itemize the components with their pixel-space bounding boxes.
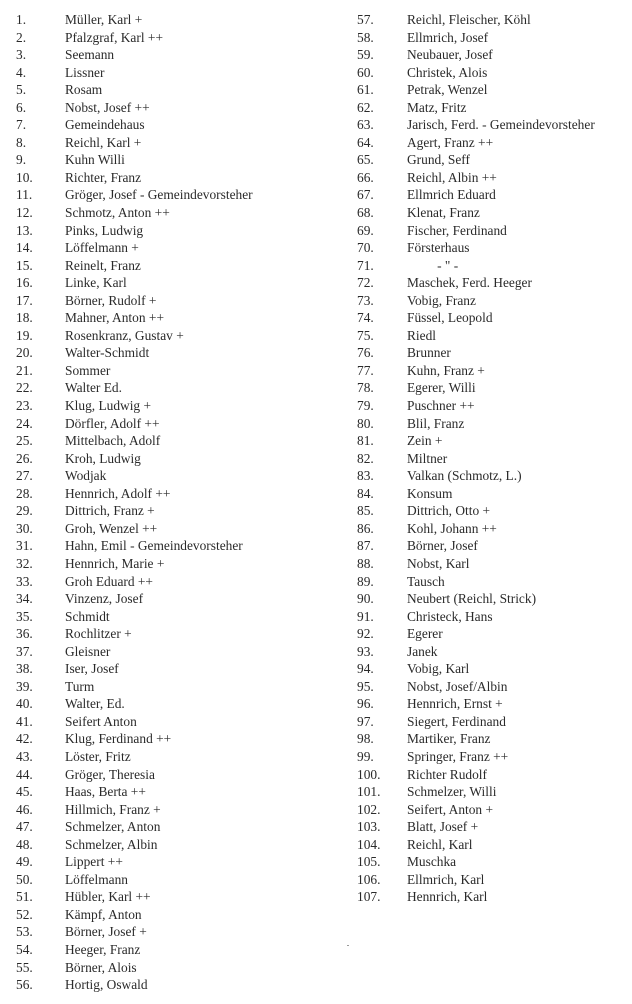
entry-number: 102. — [357, 801, 381, 817]
entry-number: 88. — [357, 555, 374, 571]
entry-name: Tausch — [407, 573, 445, 589]
entry-name: Schmotz, Anton ++ — [65, 205, 170, 221]
entry-name: Walter Ed. — [65, 380, 122, 396]
entry-name: Hennrich, Adolf ++ — [65, 485, 171, 501]
entry-name: Walter-Schmidt — [65, 345, 150, 361]
entry-name: Christek, Alois — [407, 64, 488, 80]
entry-number: 80. — [357, 415, 374, 431]
entry-number: 73. — [357, 292, 374, 308]
entry-name: Walter, Ed. — [65, 696, 125, 712]
entry-number: 100. — [357, 766, 381, 782]
entry-name: Seifert, Anton + — [407, 801, 494, 817]
entry-number: 104. — [357, 836, 381, 852]
entry-number: 18. — [16, 310, 33, 326]
entry-number: 25. — [16, 433, 33, 449]
entry-number: 24. — [16, 415, 33, 431]
entry-name: Reichl, Fleischer, Köhl — [407, 12, 531, 27]
entry-number: 84. — [357, 485, 374, 501]
entry-number: 29. — [16, 503, 33, 519]
entry-name: Groh Eduard ++ — [65, 573, 153, 589]
entry-name: Pfalzgraf, Karl ++ — [65, 29, 164, 45]
entry-number: 57. — [357, 12, 374, 27]
entry-name: Hillmich, Franz + — [65, 801, 161, 817]
entry-name: Neubauer, Josef — [407, 47, 493, 63]
entry-name: Nobst, Karl — [407, 555, 470, 571]
entry-number: 19. — [16, 327, 33, 343]
entry-name: Jarisch, Ferd. - Gemeindevorsteher — [407, 117, 595, 133]
entry-name: Lissner — [65, 64, 105, 80]
entry-name: Schmelzer, Anton — [65, 819, 161, 835]
entry-name: Maschek, Ferd. Heeger — [407, 275, 532, 291]
entry-number: 61. — [357, 82, 374, 98]
entry-number: 105. — [357, 854, 381, 870]
entry-name: Richter Rudolf — [407, 766, 487, 782]
entry-number: 51. — [16, 889, 33, 905]
entry-name: - " - — [407, 257, 459, 273]
entry-number: 82. — [357, 450, 374, 466]
entry-name: Schmidt — [65, 608, 110, 624]
entry-number: 3. — [16, 47, 27, 63]
entry-number: 16. — [16, 275, 33, 291]
entry-number: 27. — [16, 468, 33, 484]
entry-number: 5. — [16, 82, 27, 98]
entry-number: 77. — [357, 362, 374, 378]
entry-name: Gröger, Theresia — [65, 766, 155, 782]
entry-name: Dittrich, Otto + — [407, 503, 491, 519]
entry-name: Ellmrich, Karl — [407, 871, 485, 887]
entry-number: 95. — [357, 678, 374, 694]
entry-number: 9. — [16, 152, 27, 168]
entry-name: Hennrich, Karl — [407, 889, 488, 905]
entry-number: 99. — [357, 748, 374, 764]
entry-name: Nobst, Josef ++ — [65, 99, 150, 115]
entry-name: Haas, Berta ++ — [65, 784, 146, 800]
entry-name: Börner, Rudolf + — [65, 292, 157, 308]
entry-number: 58. — [357, 29, 374, 45]
entry-number: 55. — [16, 959, 33, 975]
entry-number: 36. — [16, 626, 33, 642]
entry-name: Löffelmann + — [65, 240, 139, 256]
entry-name: Kroh, Ludwig — [65, 450, 141, 466]
entry-number: 54. — [16, 941, 33, 957]
entry-name: Fischer, Ferdinand — [407, 222, 507, 238]
entry-name: Ellmrich Eduard — [407, 187, 496, 203]
entry-number: 28. — [16, 485, 33, 501]
entry-name: Valkan (Schmotz, L.) — [407, 468, 522, 484]
entry-name: Kuhn Willi — [65, 152, 125, 168]
entry-number: 38. — [16, 661, 33, 677]
entry-name: Wodjak — [65, 468, 107, 484]
entry-number: 67. — [357, 187, 374, 203]
entry-name: Mahner, Anton ++ — [65, 310, 164, 326]
entry-number: 103. — [357, 819, 381, 835]
entry-name: Kämpf, Anton — [65, 906, 142, 922]
entry-name: Reichl, Albin ++ — [407, 169, 497, 185]
entry-number: 8. — [16, 134, 27, 150]
entry-name: Matz, Fritz — [407, 99, 467, 115]
entry-number: 13. — [16, 222, 33, 238]
entry-number: 78. — [357, 380, 374, 396]
entry-number: 14. — [16, 240, 33, 256]
entry-name: Ellmrich, Josef — [407, 29, 489, 45]
entry-name: Brunner — [407, 345, 451, 361]
entry-name: Zein + — [407, 433, 443, 449]
entry-number: 101. — [357, 784, 381, 800]
entry-name: Gemeindehaus — [65, 117, 145, 133]
entry-name: Blatt, Josef + — [407, 819, 479, 835]
entry-name: Klenat, Franz — [407, 205, 480, 221]
entry-name: Löffelmann — [65, 871, 128, 887]
entry-name: Grund, Seff — [407, 152, 470, 168]
entry-name: Füssel, Leopold — [407, 310, 493, 326]
entry-number: 107. — [357, 889, 381, 905]
entry-name: Puschner ++ — [407, 398, 475, 414]
entry-name: Dittrich, Franz + — [65, 503, 155, 519]
entry-number: 64. — [357, 134, 374, 150]
entry-name: Riedl — [407, 327, 437, 343]
entry-number: 49. — [16, 854, 33, 870]
entry-name: Sommer — [65, 362, 111, 378]
entry-name: Martiker, Franz — [407, 731, 491, 747]
entry-number: 94. — [357, 661, 374, 677]
entry-name: Vinzenz, Josef — [65, 591, 144, 607]
entry-number: 7. — [16, 117, 27, 133]
entry-number: 92. — [357, 626, 374, 642]
entry-number: 74. — [357, 310, 374, 326]
entry-name: Rochlitzer + — [65, 626, 132, 642]
entry-name: Rosenkranz, Gustav + — [65, 327, 184, 343]
entry-number: 34. — [16, 591, 33, 607]
entry-number: 63. — [357, 117, 374, 133]
entry-number: 10. — [16, 169, 33, 185]
entry-number: 23. — [16, 398, 33, 414]
entry-number: 98. — [357, 731, 374, 747]
entry-name: Linke, Karl — [65, 275, 127, 291]
entry-number: 56. — [16, 977, 33, 993]
entry-number: 45. — [16, 784, 33, 800]
entry-number: 32. — [16, 555, 33, 571]
entry-number: 81. — [357, 433, 374, 449]
entry-name: Klug, Ferdinand ++ — [65, 731, 172, 747]
entry-name: Reinelt, Franz — [65, 257, 141, 273]
entry-name: Klug, Ludwig + — [65, 398, 152, 414]
entry-name: Siegert, Ferdinand — [407, 713, 506, 729]
entry-number: 89. — [357, 573, 374, 589]
entry-name: Dörfler, Adolf ++ — [65, 415, 160, 431]
entry-number: 42. — [16, 731, 33, 747]
entry-number: 1. — [16, 12, 27, 27]
entry-name: Agert, Franz ++ — [407, 134, 494, 150]
entry-name: Börner, Josef + — [65, 924, 147, 940]
entry-number: 35. — [16, 608, 33, 624]
entry-number: 6. — [16, 99, 27, 115]
entry-number: 39. — [16, 678, 33, 694]
entry-number: 12. — [16, 205, 33, 221]
entry-number: 20. — [16, 345, 33, 361]
entry-name: Reichl, Karl + — [65, 134, 142, 150]
entry-number: 30. — [16, 520, 33, 536]
entry-number: 40. — [16, 696, 33, 712]
entry-number: 79. — [357, 398, 374, 414]
entry-name: Reichl, Karl — [407, 836, 473, 852]
entry-number: 17. — [16, 292, 33, 308]
entry-name: Gleisner — [65, 643, 111, 659]
entry-name: Löster, Fritz — [65, 748, 131, 764]
entry-name: Janek — [407, 643, 438, 659]
entry-number: 26. — [16, 450, 33, 466]
entry-name: Turm — [65, 678, 95, 694]
entry-number: 44. — [16, 766, 33, 782]
entry-name: Heeger, Franz — [65, 941, 141, 957]
entry-number: 50. — [16, 871, 33, 887]
entry-number: 59. — [357, 47, 374, 63]
entry-number: 85. — [357, 503, 374, 519]
entry-number: 93. — [357, 643, 374, 659]
entry-number: 65. — [357, 152, 374, 168]
entry-name: Försterhaus — [407, 240, 470, 256]
entry-name: Egerer, Willi — [407, 380, 476, 396]
entry-name: Gröger, Josef - Gemeindevorsteher — [65, 187, 253, 203]
entry-name: Christeck, Hans — [407, 608, 493, 624]
entry-number: 43. — [16, 748, 33, 764]
entry-number: 87. — [357, 538, 374, 554]
entry-number: 31. — [16, 538, 33, 554]
entry-number: 70. — [357, 240, 374, 256]
entry-number: 22. — [16, 380, 33, 396]
entry-name: Hennrich, Ernst + — [407, 696, 503, 712]
entry-name: Börner, Josef — [407, 538, 478, 554]
entry-name: Miltner — [407, 450, 448, 466]
entry-number: 76. — [357, 345, 374, 361]
entry-name: Neubert (Reichl, Strick) — [407, 591, 537, 607]
entry-name: Petrak, Wenzel — [407, 82, 488, 98]
entry-name: Mittelbach, Adolf — [65, 433, 161, 449]
entry-name: Seemann — [65, 47, 115, 63]
entry-name: Hübler, Karl ++ — [65, 889, 151, 905]
entry-name: Muschka — [407, 854, 457, 870]
entry-name: Kohl, Johann ++ — [407, 520, 497, 536]
entry-name: Blil, Franz — [407, 415, 465, 431]
entry-name: Egerer — [407, 626, 443, 642]
entry-number: 83. — [357, 468, 374, 484]
entry-number: 21. — [16, 362, 33, 378]
entry-number: 72. — [357, 275, 374, 291]
entry-name: Müller, Karl + — [65, 12, 143, 27]
entry-name: Schmelzer, Willi — [407, 784, 497, 800]
entry-name: Kuhn, Franz + — [407, 362, 485, 378]
entry-number: 71. — [357, 257, 374, 273]
entry-name: Vobig, Karl — [407, 661, 470, 677]
entry-number: 48. — [16, 836, 33, 852]
entry-name: Springer, Franz ++ — [407, 748, 509, 764]
entry-name: Börner, Alois — [65, 959, 137, 975]
entry-name: Nobst, Josef/Albin — [407, 678, 508, 694]
entry-number: 91. — [357, 608, 374, 624]
entry-number: 4. — [16, 64, 27, 80]
entry-name: Groh, Wenzel ++ — [65, 520, 158, 536]
entry-number: 106. — [357, 871, 381, 887]
entry-name: Hennrich, Marie + — [65, 555, 165, 571]
entry-name: Rosam — [65, 82, 103, 98]
entry-number: 47. — [16, 819, 33, 835]
entry-number: 60. — [357, 64, 374, 80]
entry-number: 90. — [357, 591, 374, 607]
entry-number: 86. — [357, 520, 374, 536]
entry-number: 15. — [16, 257, 33, 273]
entry-number: 96. — [357, 696, 374, 712]
entry-name: Schmelzer, Albin — [65, 836, 158, 852]
entry-name: Konsum — [407, 485, 453, 501]
entry-number: 75. — [357, 327, 374, 343]
stray-dot-mark — [347, 945, 349, 946]
entry-number: 37. — [16, 643, 33, 659]
entry-number: 68. — [357, 205, 374, 221]
entry-name: Iser, Josef — [65, 661, 119, 677]
entry-number: 69. — [357, 222, 374, 238]
entry-number: 62. — [357, 99, 374, 115]
entry-number: 11. — [16, 187, 33, 203]
entry-number: 66. — [357, 169, 374, 185]
entry-name: Seifert Anton — [65, 713, 137, 729]
entry-name: Pinks, Ludwig — [65, 222, 144, 238]
entry-name: Vobig, Franz — [407, 292, 476, 308]
entry-name: Hahn, Emil - Gemeindevorsteher — [65, 538, 243, 554]
entry-number: 41. — [16, 713, 33, 729]
entry-number: 97. — [357, 713, 374, 729]
entry-number: 53. — [16, 924, 33, 940]
entry-name: Lippert ++ — [65, 854, 123, 870]
entry-number: 46. — [16, 801, 33, 817]
entry-number: 33. — [16, 573, 33, 589]
entry-name: Richter, Franz — [65, 169, 142, 185]
entry-name: Hortig, Oswald — [65, 977, 148, 993]
entry-number: 2. — [16, 29, 27, 45]
entry-number: 52. — [16, 906, 33, 922]
